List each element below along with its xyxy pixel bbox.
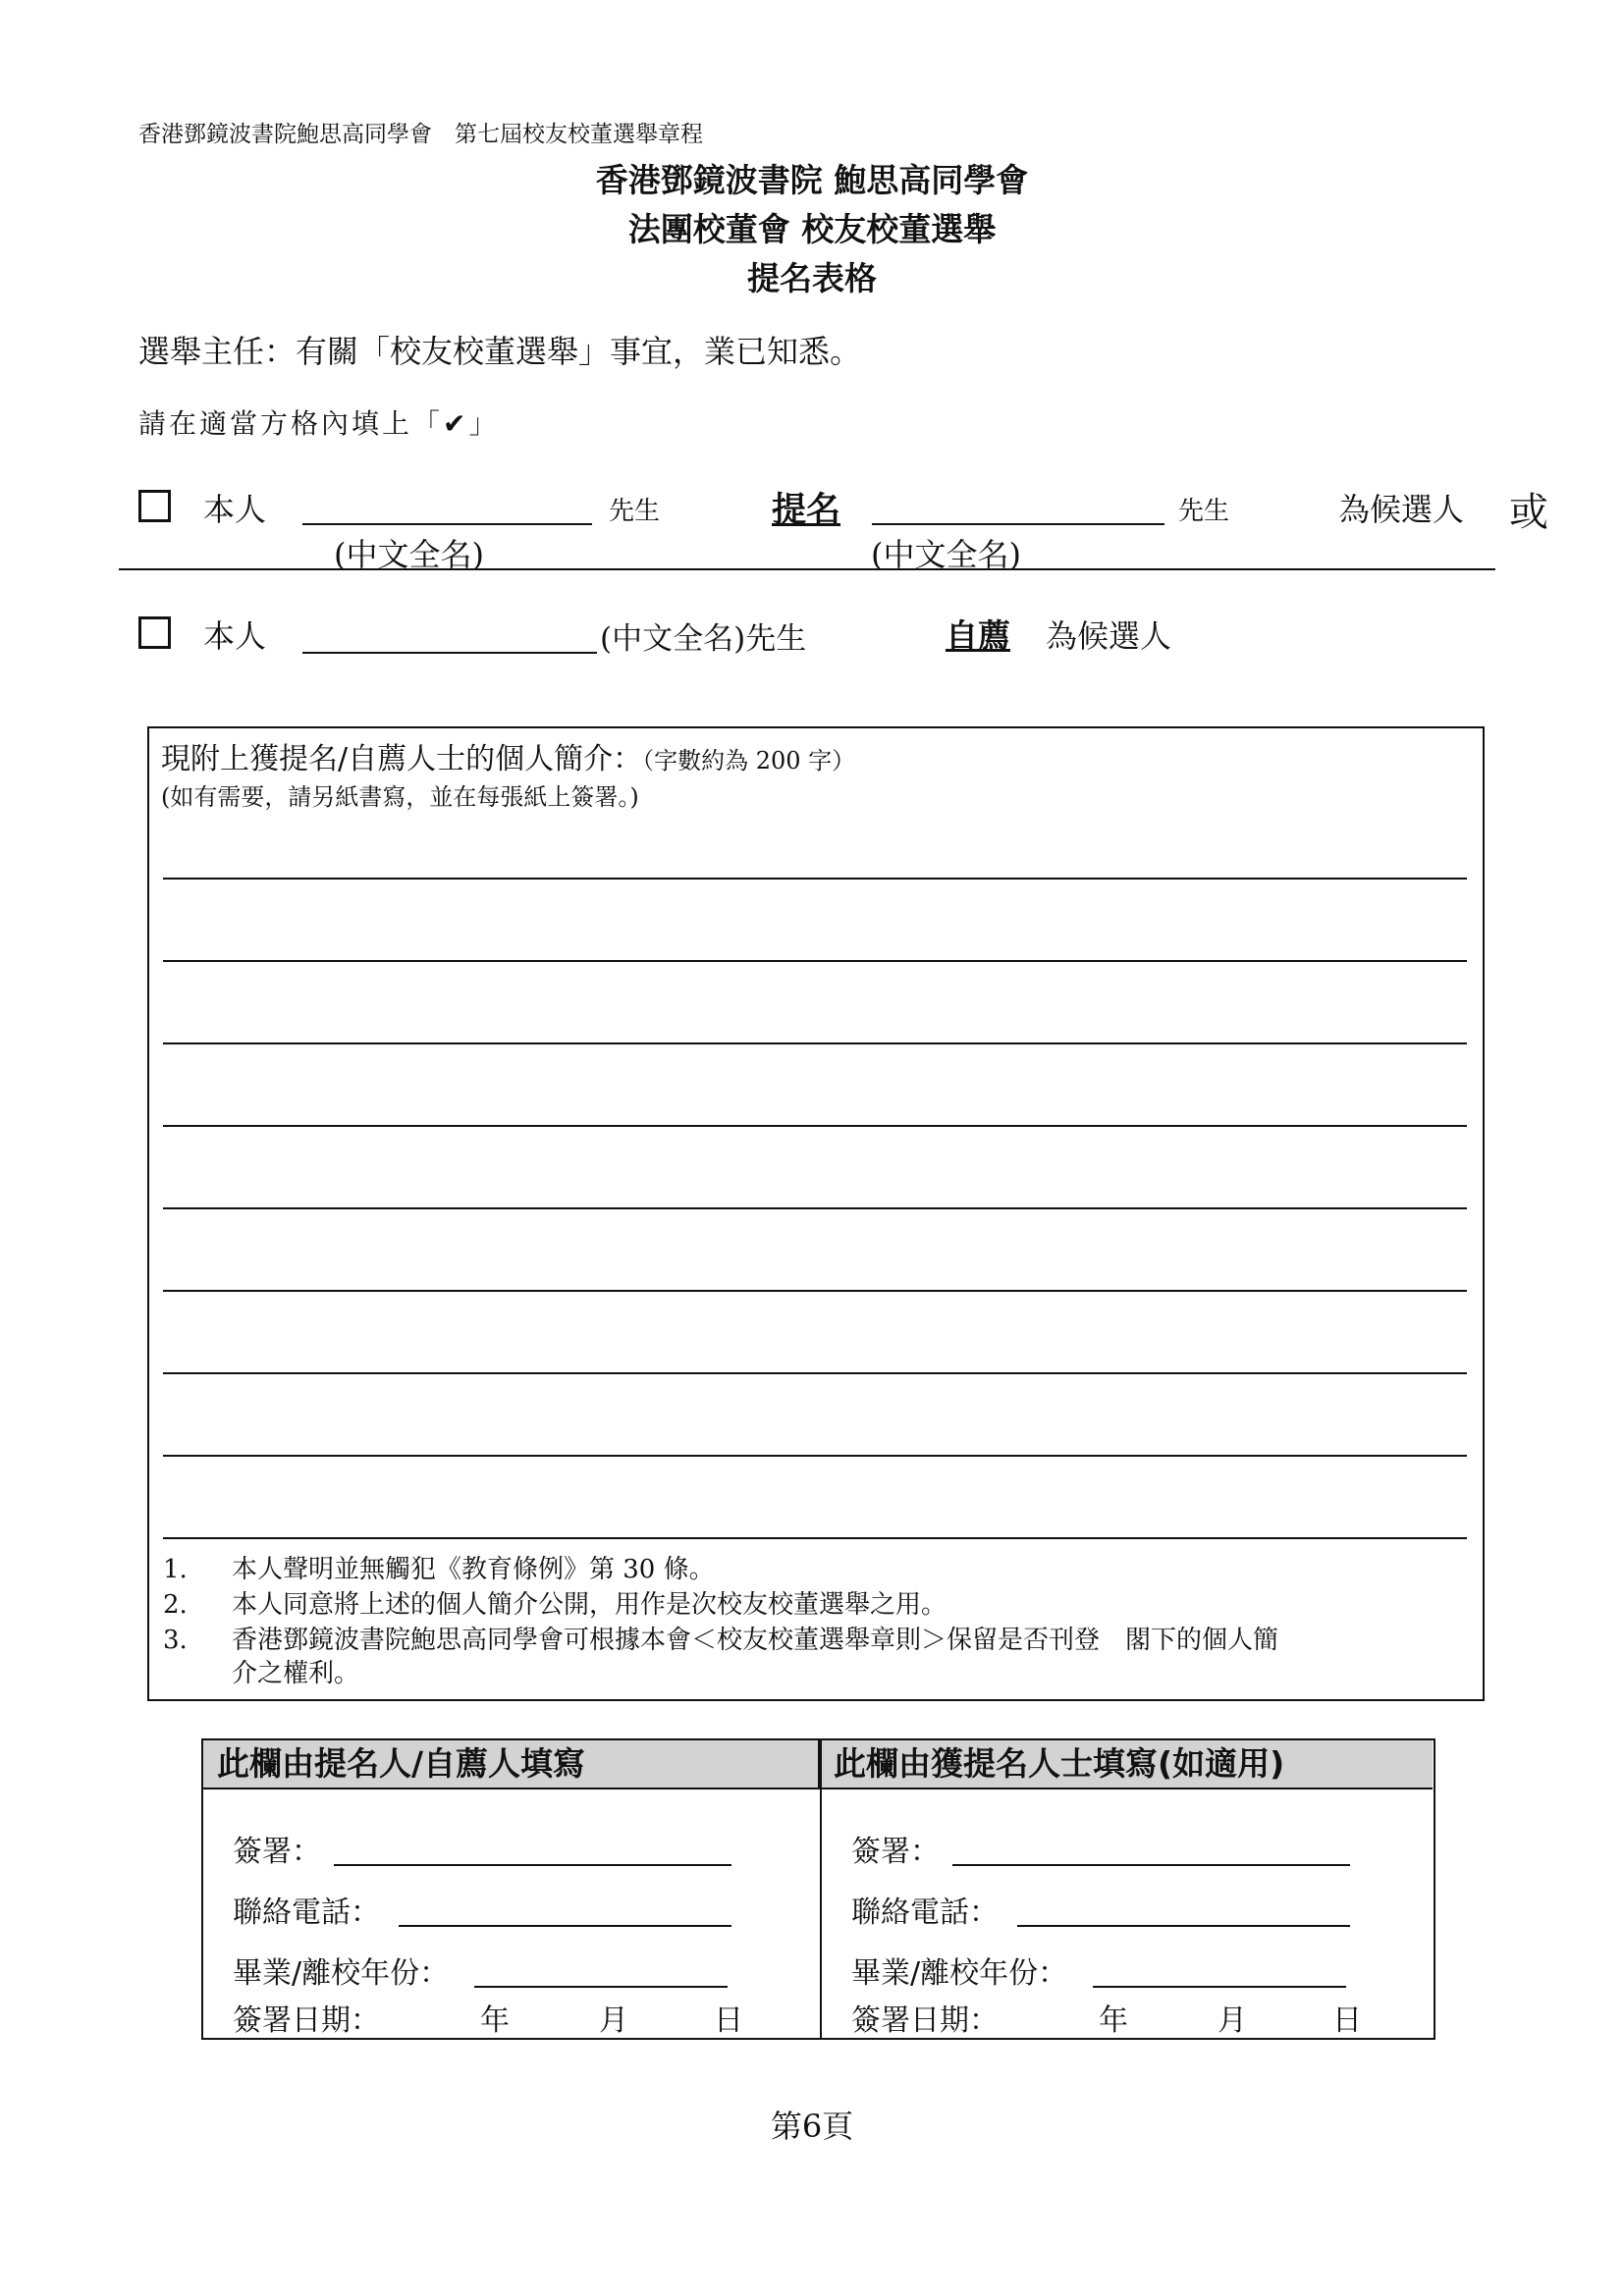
nominee-grad-year-label: 畢業/離校年份：: [851, 1956, 1068, 1991]
nominator-month-label: 月: [599, 2003, 628, 2038]
fullname-hint-1: (中文全名): [334, 536, 484, 573]
declaration-number: 2.: [163, 1590, 188, 1620]
profile-writing-line[interactable]: [163, 1042, 1467, 1044]
nominator-grad-year-label: 畢業/離校年份：: [233, 1956, 450, 1991]
nominator-name-field[interactable]: [302, 523, 592, 525]
nominee-column-header: 此欄由獲提名人士填寫(如適用): [820, 1740, 1433, 1789]
nominate-checkbox[interactable]: [138, 490, 171, 522]
option1-self-label: 本人: [203, 491, 267, 528]
declaration-item: [163, 1620, 1278, 1656]
option1-mr-label-1: 先生: [609, 497, 661, 526]
signature-table: [201, 1738, 1435, 2040]
nominator-phone-label: 聯絡電話：: [233, 1896, 380, 1930]
profile-box: [147, 726, 1485, 1701]
nominator-signature-label: 簽署：: [233, 1835, 321, 1869]
profile-writing-line[interactable]: [163, 1290, 1467, 1292]
nominee-phone-field[interactable]: [1017, 1925, 1350, 1927]
option1-mr-label-2: 先生: [1178, 497, 1230, 526]
nominee-year-label: 年: [1099, 2003, 1128, 2038]
declaration-number: 1.: [163, 1555, 188, 1584]
option2-candidate-label: 為候選人: [1046, 617, 1172, 655]
declaration-text: 香港鄧鏡波書院鮑思高同學會可根據本會＜校友校董選舉章則＞保留是否刊登 閣下的個人簡: [232, 1626, 1279, 1655]
profile-title-text: 現附上獲提名/自薦人士的個人簡介：: [161, 742, 643, 776]
tick-instruction: 請在適當方格內填上「✔」: [138, 407, 500, 440]
column-divider: [820, 1740, 822, 2038]
profile-writing-line[interactable]: [163, 1125, 1467, 1127]
self-nominee-name-field[interactable]: [302, 652, 597, 654]
option1-candidate-label: 為候選人: [1338, 491, 1465, 528]
self-nominate-label: 自薦: [946, 616, 1010, 655]
declaration-item: [163, 1549, 715, 1585]
profile-writing-line[interactable]: [163, 1207, 1467, 1209]
nominee-phone-label: 聯絡電話：: [851, 1896, 999, 1930]
nominee-month-label: 月: [1218, 2003, 1247, 2038]
profile-writing-line[interactable]: [163, 1372, 1467, 1374]
nominator-year-label: 年: [480, 2003, 510, 2038]
option2-fullname-mr-label: (中文全名)先生: [600, 621, 807, 657]
nominator-column-header: 此欄由提名人/自薦人填寫: [203, 1740, 820, 1789]
profile-writing-line[interactable]: [163, 960, 1467, 962]
form-title-line1: 香港鄧鏡波書院 鮑思高同學會: [595, 161, 1029, 199]
declaration-text: 介之權利。: [232, 1659, 360, 1688]
acknowledgement-text: 選舉主任：有關「校友校董選舉」事宜，業已知悉。: [138, 333, 862, 370]
nominator-day-label: 日: [714, 2003, 743, 2038]
page-number: 第6頁: [770, 2108, 854, 2145]
nominator-signature-field[interactable]: [334, 1864, 731, 1866]
nominee-sign-date-label: 簽署日期：: [851, 2003, 999, 2038]
profile-word-count: （字數約為 200 字）: [642, 747, 856, 774]
nominate-label: 提名: [772, 491, 841, 530]
nominator-phone-field[interactable]: [399, 1925, 731, 1927]
option2-self-label: 本人: [203, 617, 267, 655]
document-header-note: 香港鄧鏡波書院鮑思高同學會 第七屆校友校董選舉章程: [138, 122, 703, 147]
nominee-day-label: 日: [1332, 2003, 1362, 2038]
profile-writing-line[interactable]: [163, 1455, 1467, 1457]
nominator-grad-year-field[interactable]: [474, 1986, 728, 1988]
declaration-item: [163, 1584, 947, 1621]
or-label: 或: [1509, 490, 1548, 535]
declaration-item: [163, 1653, 359, 1689]
nominee-signature-label: 簽署：: [851, 1835, 940, 1869]
declaration-text: 本人同意將上述的個人簡介公開，用作是次校友校董選舉之用。: [232, 1590, 947, 1620]
profile-note: (如有需要，請另紙書寫，並在每張紙上簽署。): [161, 783, 639, 811]
nominee-signature-field[interactable]: [952, 1864, 1350, 1866]
self-nominate-checkbox[interactable]: [138, 616, 171, 649]
nominee-grad-year-field[interactable]: [1093, 1986, 1346, 1988]
form-title-line2: 法團校董會 校友校董選舉: [627, 210, 997, 248]
nominator-sign-date-label: 簽署日期：: [233, 2003, 380, 2038]
profile-title: [161, 734, 855, 777]
nominee-name-field[interactable]: [872, 523, 1164, 525]
profile-writing-line[interactable]: [163, 1537, 1467, 1539]
declaration-number: 3.: [163, 1626, 188, 1655]
fullname-hint-2: (中文全名): [871, 536, 1021, 573]
declaration-text: 本人聲明並無觸犯《教育條例》第 30 條。: [232, 1555, 715, 1584]
form-title-line3: 提名表格: [747, 259, 877, 297]
profile-writing-line[interactable]: [163, 878, 1467, 880]
section-divider: [119, 568, 1495, 570]
